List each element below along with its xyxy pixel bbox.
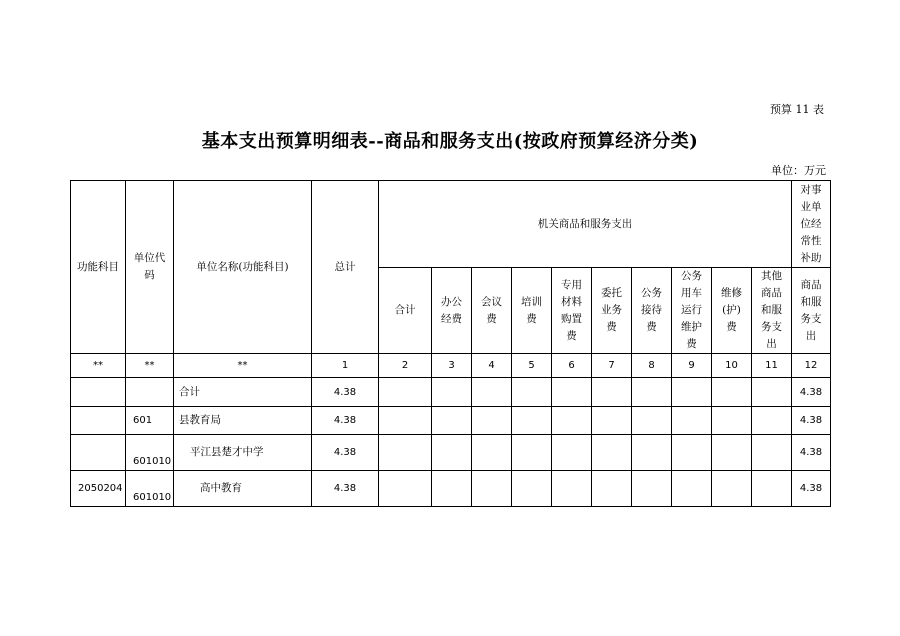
header-col-training <box>512 268 552 354</box>
header-subsidy-group-text: 对事业单位经常性补助 <box>800 183 822 264</box>
empty-cell <box>472 407 512 435</box>
empty-cell <box>512 378 552 407</box>
empty-cell <box>592 435 632 471</box>
col12-cell: 4.38 <box>792 407 831 435</box>
index-cell: 2 <box>379 354 432 378</box>
table-row <box>71 378 831 407</box>
header-col-office <box>432 268 472 354</box>
empty-cell <box>632 378 672 407</box>
form-number: 预算 11 表 <box>770 103 824 116</box>
header-col-office-text: 办公经费 <box>441 295 462 325</box>
unit-name-cell: 县教育局 <box>174 407 312 435</box>
total-cell: 4.38 <box>312 378 379 407</box>
empty-cell <box>552 378 592 407</box>
unit-label: 单位：万元 <box>771 164 826 177</box>
header-total: 总计 <box>312 181 379 354</box>
func-subject-cell <box>71 435 126 471</box>
table-row <box>71 407 831 435</box>
header-col-vehicle <box>672 268 712 354</box>
empty-cell <box>712 471 752 507</box>
header-col-subtotal: 合计 <box>379 268 432 354</box>
empty-cell <box>672 471 712 507</box>
empty-cell <box>552 471 592 507</box>
header-unit-code-text: 单位代码 <box>133 252 166 281</box>
empty-cell <box>632 435 672 471</box>
unit-name-cell: 平江县楚才中学 <box>174 435 312 471</box>
empty-cell <box>432 435 472 471</box>
empty-cell <box>592 378 632 407</box>
empty-cell <box>752 378 792 407</box>
empty-cell <box>379 435 432 471</box>
empty-cell <box>672 407 712 435</box>
index-cell: 9 <box>672 354 712 378</box>
index-cell: 11 <box>752 354 792 378</box>
empty-cell <box>712 407 752 435</box>
empty-cell <box>672 378 712 407</box>
index-cell: 6 <box>552 354 592 378</box>
col12-cell: 4.38 <box>792 435 831 471</box>
header-col-reception-text: 公务接待费 <box>641 287 662 333</box>
empty-cell <box>472 471 512 507</box>
header-col-entrusted-text: 委托业务费 <box>601 287 622 333</box>
unit-code-cell: 601010 <box>126 471 174 507</box>
header-col-reception <box>632 268 672 354</box>
index-cell: ** <box>174 354 312 378</box>
header-agency-group: 机关商品和服务支出 <box>379 181 792 268</box>
total-cell: 4.38 <box>312 471 379 507</box>
header-col-goods-services <box>792 268 831 354</box>
header-func-subject: 功能科目 <box>71 181 126 354</box>
header-col-goods-services-text: 商品和服务支出 <box>800 278 822 342</box>
empty-cell <box>432 378 472 407</box>
unit-code-cell: 601 <box>126 407 174 435</box>
empty-cell <box>552 407 592 435</box>
empty-cell <box>472 435 512 471</box>
empty-cell <box>592 471 632 507</box>
empty-cell <box>712 378 752 407</box>
empty-cell <box>632 407 672 435</box>
header-col-other-text: 其他商品和服务支出 <box>761 270 782 350</box>
empty-cell <box>552 435 592 471</box>
empty-cell <box>432 407 472 435</box>
header-col-repair <box>712 268 752 354</box>
empty-cell <box>712 435 752 471</box>
empty-cell <box>379 378 432 407</box>
unit-name-cell: 合计 <box>174 378 312 407</box>
empty-cell <box>752 407 792 435</box>
index-cell: 12 <box>792 354 831 378</box>
index-cell: 7 <box>592 354 632 378</box>
total-cell: 4.38 <box>312 435 379 471</box>
header-unit-name: 单位名称(功能科目) <box>174 181 312 354</box>
empty-cell <box>752 471 792 507</box>
func-subject-cell <box>71 378 126 407</box>
empty-cell <box>379 407 432 435</box>
total-cell: 4.38 <box>312 407 379 435</box>
func-subject-cell: 2050204 <box>71 471 126 507</box>
header-col-meeting-text: 会议费 <box>481 295 502 325</box>
empty-cell <box>512 435 552 471</box>
header-col-entrusted <box>592 268 632 354</box>
header-col-vehicle-text: 公务用车运行维护费 <box>681 270 702 350</box>
header-col-repair-text: 维修(护)费 <box>721 287 742 333</box>
index-row <box>71 354 831 378</box>
empty-cell <box>632 471 672 507</box>
empty-cell <box>512 471 552 507</box>
index-cell: 10 <box>712 354 752 378</box>
header-subsidy-group <box>792 181 831 268</box>
empty-cell <box>512 407 552 435</box>
empty-cell <box>592 407 632 435</box>
index-cell: 5 <box>512 354 552 378</box>
empty-cell <box>472 378 512 407</box>
table-row <box>71 471 831 507</box>
header-row-1 <box>71 181 831 268</box>
header-unit-code <box>126 181 174 354</box>
header-col-other <box>752 268 792 354</box>
col12-cell: 4.38 <box>792 471 831 507</box>
unit-code-cell <box>126 378 174 407</box>
index-cell: 3 <box>432 354 472 378</box>
budget-table <box>70 180 831 507</box>
index-cell: 8 <box>632 354 672 378</box>
header-col-materials-text: 专用材料购置费 <box>561 278 582 342</box>
empty-cell <box>432 471 472 507</box>
empty-cell <box>379 471 432 507</box>
unit-code-cell: 601010 <box>126 435 174 471</box>
table-row <box>71 435 831 471</box>
empty-cell <box>752 435 792 471</box>
index-cell: 4 <box>472 354 512 378</box>
col12-cell: 4.38 <box>792 378 831 407</box>
header-col-meeting <box>472 268 512 354</box>
header-col-training-text: 培训费 <box>521 295 542 325</box>
func-subject-cell <box>71 407 126 435</box>
empty-cell <box>672 435 712 471</box>
index-cell: ** <box>71 354 126 378</box>
header-col-materials <box>552 268 592 354</box>
index-cell: ** <box>126 354 174 378</box>
unit-name-cell: 高中教育 <box>174 471 312 507</box>
page-title: 基本支出预算明细表--商品和服务支出(按政府预算经济分类) <box>201 131 699 152</box>
index-cell: 1 <box>312 354 379 378</box>
